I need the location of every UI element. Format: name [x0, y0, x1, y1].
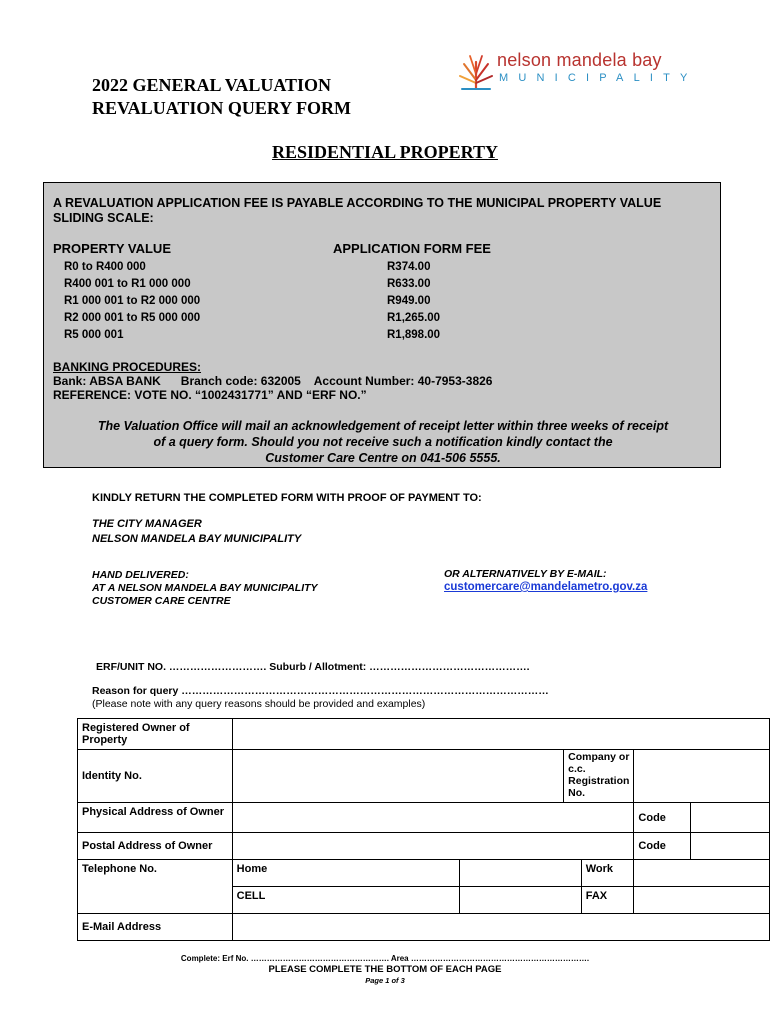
postal-address-field[interactable]	[232, 833, 634, 860]
email-link[interactable]: customercare@mandelametro.gov.za	[444, 581, 648, 593]
fee-amount: R633.00	[387, 278, 431, 290]
municipality-logo-icon	[456, 50, 496, 92]
property-value-header: PROPERTY VALUE	[53, 241, 171, 256]
return-instruction: KINDLY RETURN THE COMPLETED FORM WITH PROOF OF PAYMENT TO:	[92, 492, 482, 504]
ack-line-1: The Valuation Office will mail an acknowledgement of receipt letter within three weeks of receipt	[97, 419, 669, 433]
cell-phone-field[interactable]	[460, 887, 582, 914]
erf-unit-line: ERF/UNIT NO. ………………………. Suburb / Allotment: ……………………………………….	[96, 661, 530, 673]
title-line-1: 2022 GENERAL VALUATION	[92, 75, 332, 95]
banking-reference: REFERENCE: VOTE NO. “1002431771” AND “ERF NO.”	[53, 388, 367, 402]
banking-details: Bank: ABSA BANK Branch code: 632005 Account Number: 40-7953-3826	[53, 374, 493, 388]
reason-line: Reason for query ……………………………………………………………………………………………	[92, 685, 549, 697]
footer-notice: PLEASE COMPLETE THE BOTTOM OF EACH PAGE	[268, 964, 502, 975]
home-label: Home	[232, 860, 459, 887]
fee-range: R2 000 001 to R5 000 000	[64, 312, 201, 324]
logo-subtitle: MUNICIPALITY	[499, 72, 698, 84]
physical-address-field[interactable]	[232, 803, 634, 833]
form-title	[92, 74, 351, 120]
fee-amount: R1,265.00	[387, 312, 441, 324]
physical-code-field[interactable]	[690, 803, 769, 833]
owner-details-table	[77, 718, 770, 941]
work-label: Work	[581, 860, 634, 887]
email-address-field[interactable]	[232, 914, 769, 941]
company-reg-label: Company or c.c. Registration No.	[564, 750, 634, 803]
email-address-label: E-Mail Address	[78, 914, 233, 941]
ack-line-2: of a query form. Should you not receive such a notification kindly contact the	[153, 435, 613, 449]
logo-wordmark: nelson mandela bay	[497, 50, 662, 70]
fee-range: R5 000 001	[64, 329, 124, 341]
registered-owner-field[interactable]	[232, 719, 769, 750]
fee-amount: R949.00	[387, 295, 431, 307]
hand-delivered-line-3: CUSTOMER CARE CENTRE	[92, 595, 231, 607]
telephone-label: Telephone No.	[78, 860, 233, 914]
addressee-line-2: NELSON MANDELA BAY MUNICIPALITY	[92, 533, 302, 545]
fee-amount: R374.00	[387, 261, 431, 273]
acknowledgement-notice	[53, 418, 713, 466]
reason-note: (Please note with any query reasons should be provided and examples)	[92, 698, 426, 710]
fax-label: FAX	[581, 887, 634, 914]
fee-range: R0 to R400 000	[64, 261, 146, 273]
fax-field[interactable]	[634, 887, 770, 914]
identity-no-label: Identity No.	[78, 750, 233, 803]
code-label: Code	[634, 803, 690, 833]
company-reg-field[interactable]	[634, 750, 770, 803]
fee-range: R1 000 001 to R2 000 000	[64, 295, 201, 307]
page-number: Page 1 of 3	[365, 976, 405, 985]
fee-range: R400 001 to R1 000 000	[64, 278, 191, 290]
application-fee-header: APPLICATION FORM FEE	[333, 241, 491, 256]
ack-line-3: Customer Care Centre on 041-506 5555.	[265, 451, 501, 465]
work-phone-field[interactable]	[634, 860, 770, 887]
postal-address-label: Postal Address of Owner	[78, 833, 233, 860]
email-alternative-label: OR ALTERNATIVELY BY E-MAIL:	[444, 568, 607, 580]
fee-notice: A REVALUATION APPLICATION FEE IS PAYABLE ACCORDING TO THE MUNICIPAL PROPERTY VALUE SLIDING SCALE:	[53, 196, 662, 225]
footer-complete-line: Complete: Erf No. ……………………………………………. Area ………………………………………………………….	[180, 954, 590, 963]
section-title: RESIDENTIAL PROPERTY	[272, 142, 498, 162]
fee-amount: R1,898.00	[387, 329, 441, 341]
registered-owner-label: Registered Owner of Property	[78, 719, 233, 750]
cell-label: CELL	[232, 887, 459, 914]
hand-delivered-line-2: AT A NELSON MANDELA BAY MUNICIPALITY	[92, 582, 318, 594]
code-label: Code	[634, 833, 690, 860]
home-phone-field[interactable]	[460, 860, 582, 887]
postal-code-field[interactable]	[690, 833, 769, 860]
identity-no-field[interactable]	[232, 750, 564, 803]
title-line-2: REVALUATION QUERY FORM	[92, 98, 352, 118]
physical-address-label: Physical Address of Owner	[78, 803, 233, 833]
addressee-line-1: THE CITY MANAGER	[92, 518, 202, 530]
hand-delivered-label: HAND DELIVERED:	[92, 569, 189, 581]
banking-heading: BANKING PROCEDURES:	[53, 360, 202, 374]
